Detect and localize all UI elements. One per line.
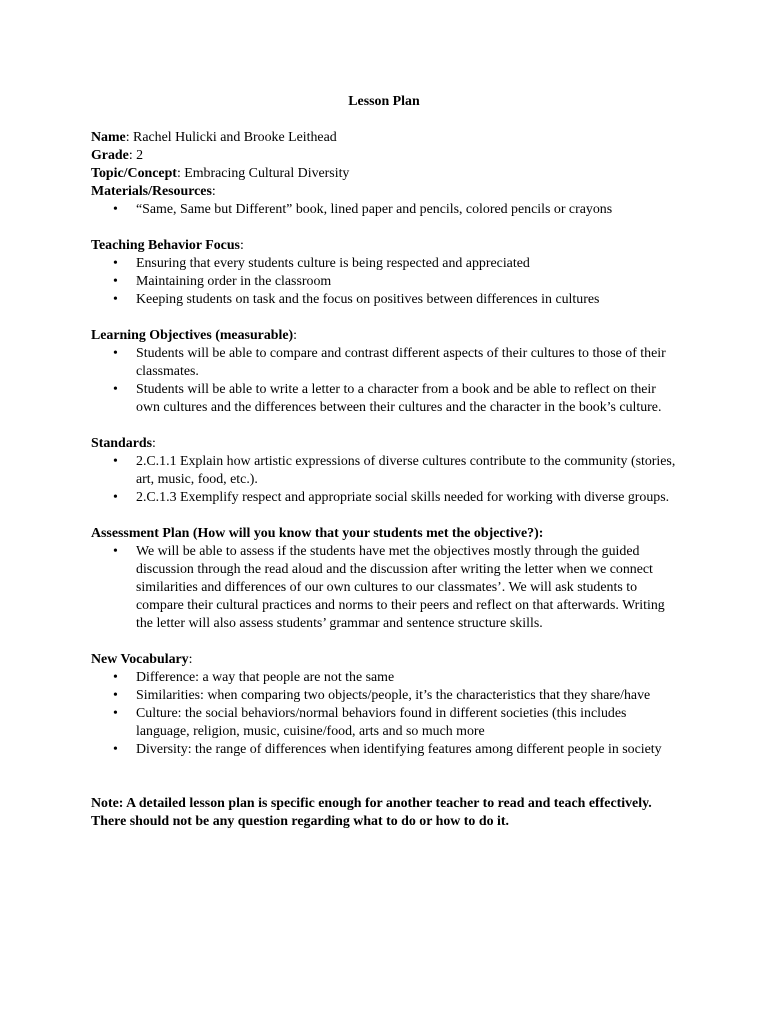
assessment-heading (91, 525, 681, 543)
list-item-text: Diversity: the range of differences when identifying features among different people in society (136, 742, 662, 757)
topic-line (91, 165, 681, 183)
objectives-heading (91, 327, 681, 345)
list-item-text: Students will be able to write a letter to a character from a book and be able to reflect on their own cultures and the differences between their cultures and the character in the book’s culture. (136, 382, 662, 415)
bullet-icon: • (113, 256, 118, 271)
list-item (91, 273, 681, 291)
list-item (91, 705, 681, 741)
list-item (91, 741, 681, 759)
bullet-icon: • (113, 670, 118, 685)
lesson-plan-body (91, 129, 681, 831)
objectives-colon: : (293, 328, 298, 343)
vocabulary-heading (91, 651, 681, 669)
materials-heading (91, 183, 681, 201)
grade-label: Grade (91, 148, 129, 163)
topic-label: Topic/Concept (91, 166, 177, 181)
list-item (91, 543, 681, 633)
note-paragraph: Note: A detailed lesson plan is specific enough for another teacher to read and teach effectively. There should not be any question regarding what to do or how to do it. (91, 796, 652, 829)
bullet-icon: • (113, 292, 118, 307)
list-item-text: “Same, Same but Different” book, lined paper and pencils, colored pencils or crayons (136, 202, 613, 217)
assessment-label: Assessment Plan (How will you know that your students met the objective?): (91, 526, 544, 541)
name-label: Name (91, 130, 126, 145)
materials-list (91, 201, 681, 219)
bullet-icon: • (113, 274, 118, 289)
name-line (91, 129, 681, 147)
vocabulary-colon: : (188, 652, 193, 667)
topic-value: : Embracing Cultural Diversity (176, 166, 350, 181)
objectives-list (91, 345, 681, 417)
bullet-icon: • (113, 202, 118, 217)
bullet-icon: • (113, 454, 118, 469)
list-item-text: 2.C.1.3 Exemplify respect and appropriate social skills needed for working with diverse groups. (136, 490, 670, 505)
list-item-text: 2.C.1.1 Explain how artistic expressions of diverse cultures contribute to the community (stories, art, music, food, etc.). (136, 454, 676, 487)
page-title: Lesson Plan (348, 94, 420, 109)
vocabulary-list (91, 669, 681, 759)
standards-colon: : (152, 436, 156, 451)
standards-label: Standards (91, 436, 152, 451)
bullet-icon: • (113, 544, 118, 559)
list-item (91, 201, 681, 219)
list-item-text: Maintaining order in the classroom (136, 274, 332, 289)
materials-colon: : (211, 184, 216, 199)
list-item-text: Students will be able to compare and contrast different aspects of their cultures to those of their classmates. (136, 346, 666, 379)
standards-list (91, 453, 681, 507)
list-item-text: Similarities: when comparing two objects/people, it’s the characteristics that they share/have (136, 688, 651, 703)
list-item (91, 489, 681, 507)
teaching-focus-heading (91, 237, 681, 255)
teaching-focus-list (91, 255, 681, 309)
bullet-icon: • (113, 346, 118, 361)
list-item (91, 381, 681, 417)
list-item (91, 345, 681, 381)
name-value: : Rachel Hulicki and Brooke Leithead (125, 130, 337, 145)
materials-label: Materials/Resources (91, 184, 212, 199)
list-item-text: Ensuring that every students culture is being respected and appreciated (136, 256, 530, 271)
list-item (91, 255, 681, 273)
list-item-text: Keeping students on task and the focus on positives between differences in cultures (136, 292, 600, 307)
grade-value: : 2 (128, 148, 144, 163)
bullet-icon: • (113, 490, 118, 505)
list-item (91, 687, 681, 705)
list-item (91, 669, 681, 687)
list-item-text: Difference: a way that people are not the same (136, 670, 395, 685)
list-item-text: We will be able to assess if the students have met the objectives mostly through the guided discussion through the read aloud and the discussion after writing the letter when we connect similarities and differences of our own cultures to our classmates’. We will ask students to compare their cultural practices and norms to their peers and reflect on that afterwards. Writing the letter will also assess students’ grammar and sentence structure skills. (136, 544, 665, 631)
bullet-icon: • (113, 742, 118, 757)
teaching-focus-label: Teaching Behavior Focus (91, 238, 240, 253)
assessment-list (91, 543, 681, 633)
list-item (91, 291, 681, 309)
grade-line (91, 147, 681, 165)
teaching-focus-colon: : (239, 238, 244, 253)
bullet-icon: • (113, 382, 118, 397)
standards-heading (91, 435, 681, 453)
vocabulary-label: New Vocabulary (91, 652, 189, 667)
bullet-icon: • (113, 706, 118, 721)
list-item (91, 453, 681, 489)
list-item-text: Culture: the social behaviors/normal behaviors found in different societies (this includes language, religion, music, cuisine/food, arts and so much more (136, 706, 627, 739)
objectives-label: Learning Objectives (measurable) (91, 328, 294, 343)
bullet-icon: • (113, 688, 118, 703)
